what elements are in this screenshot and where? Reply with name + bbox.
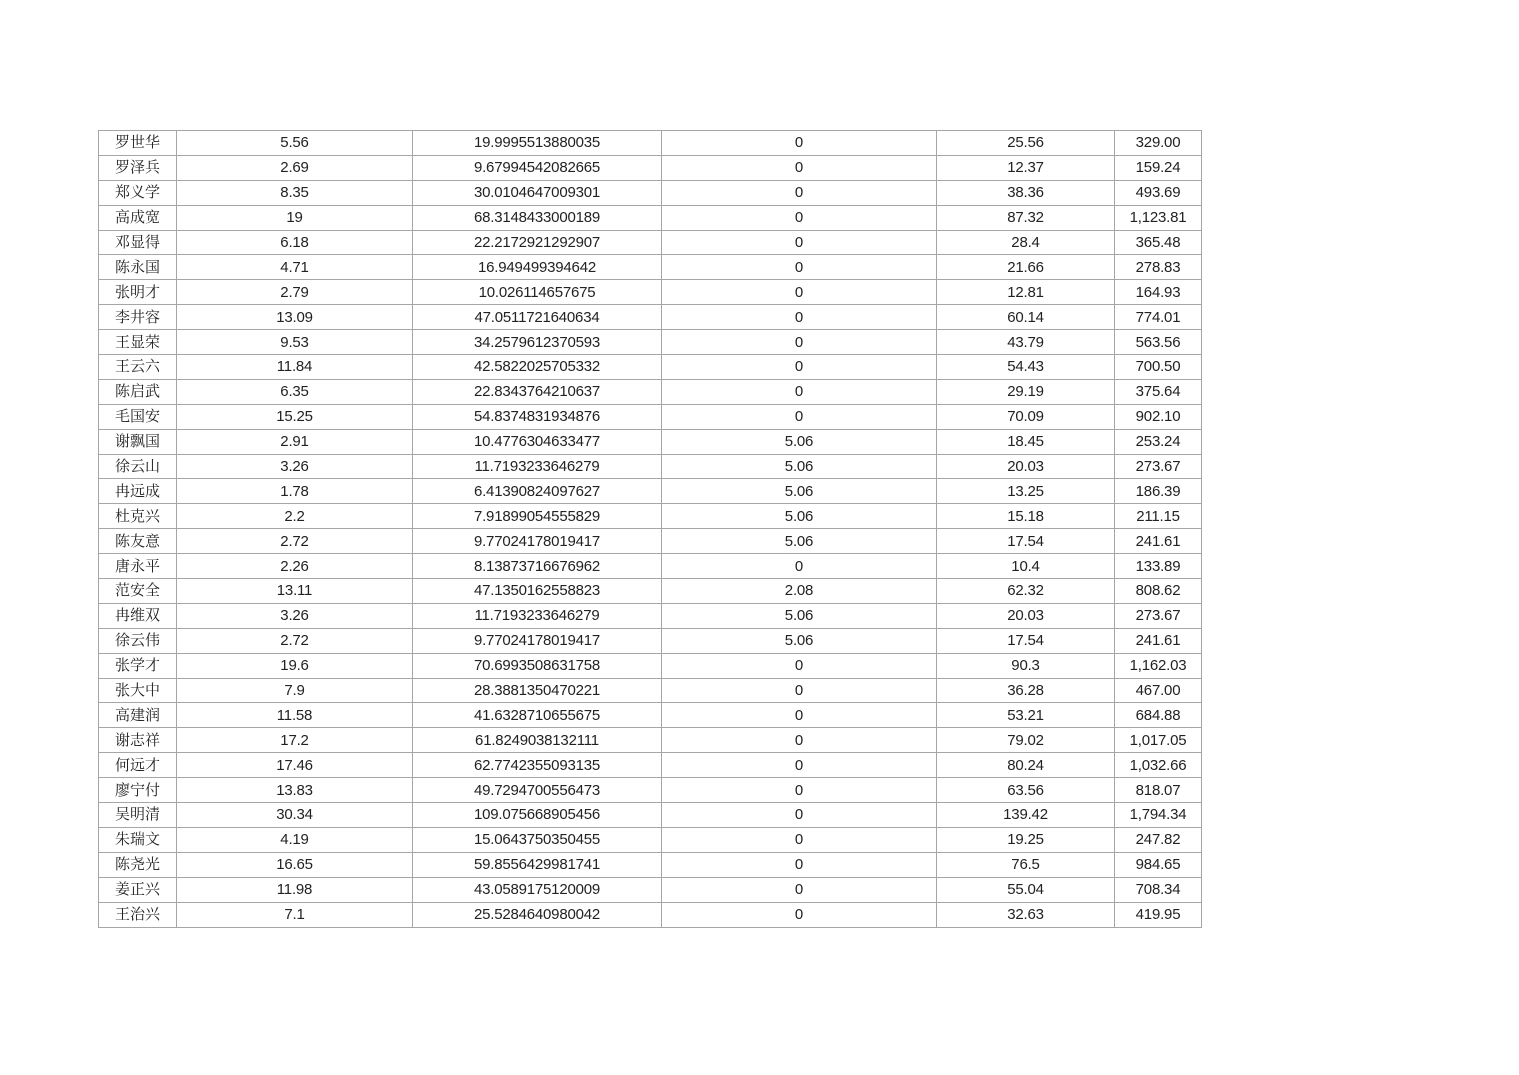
value-4-cell: 87.32 <box>937 205 1115 230</box>
value-1-cell: 13.11 <box>177 579 413 604</box>
name-cell: 廖宁付 <box>99 778 177 803</box>
table-row <box>99 803 1202 828</box>
value-1-cell: 11.84 <box>177 355 413 380</box>
table-row <box>99 404 1202 429</box>
value-4-cell: 38.36 <box>937 180 1115 205</box>
value-4-cell: 55.04 <box>937 877 1115 902</box>
table-row <box>99 653 1202 678</box>
value-3-cell: 5.06 <box>662 529 937 554</box>
value-4-cell: 54.43 <box>937 355 1115 380</box>
name-cell: 陈尧光 <box>99 852 177 877</box>
value-3-cell: 2.08 <box>662 579 937 604</box>
name-cell: 李井容 <box>99 305 177 330</box>
value-4-cell: 43.79 <box>937 330 1115 355</box>
amount-cell: 984.65 <box>1115 852 1202 877</box>
value-3-cell: 5.06 <box>662 603 937 628</box>
value-4-cell: 79.02 <box>937 728 1115 753</box>
name-cell: 高成宽 <box>99 205 177 230</box>
amount-cell: 419.95 <box>1115 902 1202 927</box>
value-3-cell: 0 <box>662 404 937 429</box>
value-1-cell: 2.26 <box>177 554 413 579</box>
value-2-cell: 109.075668905456 <box>413 803 662 828</box>
value-3-cell: 0 <box>662 280 937 305</box>
value-3-cell: 0 <box>662 255 937 280</box>
value-4-cell: 29.19 <box>937 379 1115 404</box>
value-2-cell: 16.949499394642 <box>413 255 662 280</box>
amount-cell: 365.48 <box>1115 230 1202 255</box>
table-row <box>99 205 1202 230</box>
value-3-cell: 5.06 <box>662 479 937 504</box>
value-2-cell: 42.5822025705332 <box>413 355 662 380</box>
value-3-cell: 0 <box>662 305 937 330</box>
table-row <box>99 479 1202 504</box>
value-1-cell: 13.83 <box>177 778 413 803</box>
value-2-cell: 70.6993508631758 <box>413 653 662 678</box>
value-4-cell: 60.14 <box>937 305 1115 330</box>
value-1-cell: 7.1 <box>177 902 413 927</box>
value-3-cell: 0 <box>662 852 937 877</box>
value-4-cell: 76.5 <box>937 852 1115 877</box>
value-3-cell: 0 <box>662 355 937 380</box>
value-2-cell: 8.13873716676962 <box>413 554 662 579</box>
value-2-cell: 15.0643750350455 <box>413 827 662 852</box>
value-4-cell: 90.3 <box>937 653 1115 678</box>
value-1-cell: 8.35 <box>177 180 413 205</box>
table-body <box>99 131 1202 928</box>
table-row <box>99 703 1202 728</box>
table-row <box>99 379 1202 404</box>
value-4-cell: 70.09 <box>937 404 1115 429</box>
value-1-cell: 7.9 <box>177 678 413 703</box>
value-2-cell: 68.3148433000189 <box>413 205 662 230</box>
table-row <box>99 778 1202 803</box>
value-2-cell: 19.9995513880035 <box>413 131 662 156</box>
table-row <box>99 827 1202 852</box>
value-4-cell: 28.4 <box>937 230 1115 255</box>
value-1-cell: 19 <box>177 205 413 230</box>
amount-cell: 808.62 <box>1115 579 1202 604</box>
name-cell: 罗泽兵 <box>99 155 177 180</box>
amount-cell: 273.67 <box>1115 603 1202 628</box>
amount-cell: 159.24 <box>1115 155 1202 180</box>
value-1-cell: 15.25 <box>177 404 413 429</box>
value-2-cell: 11.7193233646279 <box>413 603 662 628</box>
value-1-cell: 2.79 <box>177 280 413 305</box>
amount-cell: 684.88 <box>1115 703 1202 728</box>
value-2-cell: 43.0589175120009 <box>413 877 662 902</box>
value-1-cell: 4.19 <box>177 827 413 852</box>
value-1-cell: 17.2 <box>177 728 413 753</box>
value-4-cell: 80.24 <box>937 753 1115 778</box>
value-2-cell: 25.5284640980042 <box>413 902 662 927</box>
value-1-cell: 2.69 <box>177 155 413 180</box>
table-row <box>99 255 1202 280</box>
value-2-cell: 10.4776304633477 <box>413 429 662 454</box>
table-row <box>99 554 1202 579</box>
value-2-cell: 62.7742355093135 <box>413 753 662 778</box>
table-row <box>99 728 1202 753</box>
amount-cell: 1,017.05 <box>1115 728 1202 753</box>
value-3-cell: 0 <box>662 330 937 355</box>
value-1-cell: 11.98 <box>177 877 413 902</box>
value-4-cell: 20.03 <box>937 454 1115 479</box>
value-3-cell: 0 <box>662 653 937 678</box>
name-cell: 杜克兴 <box>99 504 177 529</box>
value-2-cell: 54.8374831934876 <box>413 404 662 429</box>
value-3-cell: 5.06 <box>662 628 937 653</box>
value-2-cell: 41.6328710655675 <box>413 703 662 728</box>
value-3-cell: 0 <box>662 678 937 703</box>
value-3-cell: 0 <box>662 902 937 927</box>
name-cell: 王云六 <box>99 355 177 380</box>
name-cell: 唐永平 <box>99 554 177 579</box>
value-1-cell: 17.46 <box>177 753 413 778</box>
value-4-cell: 63.56 <box>937 778 1115 803</box>
value-3-cell: 0 <box>662 703 937 728</box>
value-1-cell: 16.65 <box>177 852 413 877</box>
name-cell: 何远才 <box>99 753 177 778</box>
value-2-cell: 11.7193233646279 <box>413 454 662 479</box>
amount-cell: 278.83 <box>1115 255 1202 280</box>
name-cell: 王治兴 <box>99 902 177 927</box>
amount-cell: 273.67 <box>1115 454 1202 479</box>
value-2-cell: 49.7294700556473 <box>413 778 662 803</box>
value-4-cell: 19.25 <box>937 827 1115 852</box>
name-cell: 谢志祥 <box>99 728 177 753</box>
table-row <box>99 429 1202 454</box>
name-cell: 徐云伟 <box>99 628 177 653</box>
table-row <box>99 678 1202 703</box>
value-1-cell: 6.18 <box>177 230 413 255</box>
value-4-cell: 139.42 <box>937 803 1115 828</box>
value-1-cell: 4.71 <box>177 255 413 280</box>
amount-cell: 708.34 <box>1115 877 1202 902</box>
value-4-cell: 15.18 <box>937 504 1115 529</box>
value-3-cell: 0 <box>662 155 937 180</box>
name-cell: 罗世华 <box>99 131 177 156</box>
value-4-cell: 17.54 <box>937 529 1115 554</box>
value-4-cell: 12.37 <box>937 155 1115 180</box>
value-1-cell: 2.2 <box>177 504 413 529</box>
table-row <box>99 305 1202 330</box>
value-2-cell: 9.67994542082665 <box>413 155 662 180</box>
table-row <box>99 155 1202 180</box>
value-3-cell: 5.06 <box>662 429 937 454</box>
value-1-cell: 2.72 <box>177 529 413 554</box>
value-4-cell: 32.63 <box>937 902 1115 927</box>
table-row <box>99 579 1202 604</box>
value-4-cell: 12.81 <box>937 280 1115 305</box>
value-3-cell: 0 <box>662 554 937 579</box>
table-row <box>99 180 1202 205</box>
value-1-cell: 3.26 <box>177 454 413 479</box>
value-4-cell: 21.66 <box>937 255 1115 280</box>
value-3-cell: 0 <box>662 205 937 230</box>
value-4-cell: 17.54 <box>937 628 1115 653</box>
name-cell: 邓显得 <box>99 230 177 255</box>
value-2-cell: 61.8249038132111 <box>413 728 662 753</box>
value-3-cell: 0 <box>662 753 937 778</box>
table-row <box>99 603 1202 628</box>
value-2-cell: 34.2579612370593 <box>413 330 662 355</box>
name-cell: 谢飘国 <box>99 429 177 454</box>
name-cell: 姜正兴 <box>99 877 177 902</box>
amount-cell: 241.61 <box>1115 529 1202 554</box>
amount-cell: 818.07 <box>1115 778 1202 803</box>
value-2-cell: 6.41390824097627 <box>413 479 662 504</box>
amount-cell: 563.56 <box>1115 330 1202 355</box>
amount-cell: 774.01 <box>1115 305 1202 330</box>
table-row <box>99 454 1202 479</box>
value-2-cell: 9.77024178019417 <box>413 529 662 554</box>
value-2-cell: 30.0104647009301 <box>413 180 662 205</box>
name-cell: 徐云山 <box>99 454 177 479</box>
amount-cell: 1,162.03 <box>1115 653 1202 678</box>
table-row <box>99 131 1202 156</box>
value-4-cell: 13.25 <box>937 479 1115 504</box>
value-1-cell: 6.35 <box>177 379 413 404</box>
value-3-cell: 0 <box>662 131 937 156</box>
name-cell: 郑义学 <box>99 180 177 205</box>
table-row <box>99 902 1202 927</box>
name-cell: 陈永国 <box>99 255 177 280</box>
value-4-cell: 10.4 <box>937 554 1115 579</box>
amount-cell: 247.82 <box>1115 827 1202 852</box>
name-cell: 张明才 <box>99 280 177 305</box>
value-3-cell: 5.06 <box>662 504 937 529</box>
table-row <box>99 355 1202 380</box>
value-3-cell: 0 <box>662 180 937 205</box>
amount-cell: 493.69 <box>1115 180 1202 205</box>
value-4-cell: 36.28 <box>937 678 1115 703</box>
table-row <box>99 852 1202 877</box>
amount-cell: 1,123.81 <box>1115 205 1202 230</box>
amount-cell: 186.39 <box>1115 479 1202 504</box>
table-row <box>99 628 1202 653</box>
value-2-cell: 28.3881350470221 <box>413 678 662 703</box>
value-1-cell: 19.6 <box>177 653 413 678</box>
amount-cell: 700.50 <box>1115 355 1202 380</box>
amount-cell: 241.61 <box>1115 628 1202 653</box>
data-table <box>98 130 1202 928</box>
value-3-cell: 0 <box>662 803 937 828</box>
amount-cell: 211.15 <box>1115 504 1202 529</box>
value-3-cell: 0 <box>662 877 937 902</box>
value-2-cell: 22.2172921292907 <box>413 230 662 255</box>
amount-cell: 164.93 <box>1115 280 1202 305</box>
name-cell: 陈启武 <box>99 379 177 404</box>
name-cell: 高建润 <box>99 703 177 728</box>
value-1-cell: 1.78 <box>177 479 413 504</box>
table-row <box>99 230 1202 255</box>
value-2-cell: 47.1350162558823 <box>413 579 662 604</box>
name-cell: 冉远成 <box>99 479 177 504</box>
value-2-cell: 22.8343764210637 <box>413 379 662 404</box>
value-1-cell: 11.58 <box>177 703 413 728</box>
amount-cell: 1,032.66 <box>1115 753 1202 778</box>
value-3-cell: 0 <box>662 728 937 753</box>
value-4-cell: 20.03 <box>937 603 1115 628</box>
value-4-cell: 18.45 <box>937 429 1115 454</box>
value-1-cell: 2.91 <box>177 429 413 454</box>
value-2-cell: 7.91899054555829 <box>413 504 662 529</box>
value-1-cell: 30.34 <box>177 803 413 828</box>
name-cell: 张大中 <box>99 678 177 703</box>
value-2-cell: 47.0511721640634 <box>413 305 662 330</box>
value-2-cell: 10.026114657675 <box>413 280 662 305</box>
amount-cell: 133.89 <box>1115 554 1202 579</box>
value-1-cell: 2.72 <box>177 628 413 653</box>
amount-cell: 902.10 <box>1115 404 1202 429</box>
table-row <box>99 280 1202 305</box>
value-4-cell: 53.21 <box>937 703 1115 728</box>
value-3-cell: 0 <box>662 827 937 852</box>
amount-cell: 329.00 <box>1115 131 1202 156</box>
name-cell: 范安全 <box>99 579 177 604</box>
value-3-cell: 0 <box>662 379 937 404</box>
value-1-cell: 5.56 <box>177 131 413 156</box>
value-2-cell: 59.8556429981741 <box>413 852 662 877</box>
table-row <box>99 330 1202 355</box>
name-cell: 吴明清 <box>99 803 177 828</box>
amount-cell: 467.00 <box>1115 678 1202 703</box>
amount-cell: 253.24 <box>1115 429 1202 454</box>
amount-cell: 1,794.34 <box>1115 803 1202 828</box>
amount-cell: 375.64 <box>1115 379 1202 404</box>
value-2-cell: 9.77024178019417 <box>413 628 662 653</box>
table-row <box>99 877 1202 902</box>
table-row <box>99 753 1202 778</box>
value-4-cell: 25.56 <box>937 131 1115 156</box>
table-row <box>99 529 1202 554</box>
value-1-cell: 9.53 <box>177 330 413 355</box>
value-3-cell: 5.06 <box>662 454 937 479</box>
table-row <box>99 504 1202 529</box>
value-3-cell: 0 <box>662 230 937 255</box>
value-1-cell: 13.09 <box>177 305 413 330</box>
value-1-cell: 3.26 <box>177 603 413 628</box>
name-cell: 张学才 <box>99 653 177 678</box>
value-4-cell: 62.32 <box>937 579 1115 604</box>
name-cell: 冉维双 <box>99 603 177 628</box>
name-cell: 朱瑞文 <box>99 827 177 852</box>
name-cell: 王显荣 <box>99 330 177 355</box>
name-cell: 陈友意 <box>99 529 177 554</box>
value-3-cell: 0 <box>662 778 937 803</box>
name-cell: 毛国安 <box>99 404 177 429</box>
